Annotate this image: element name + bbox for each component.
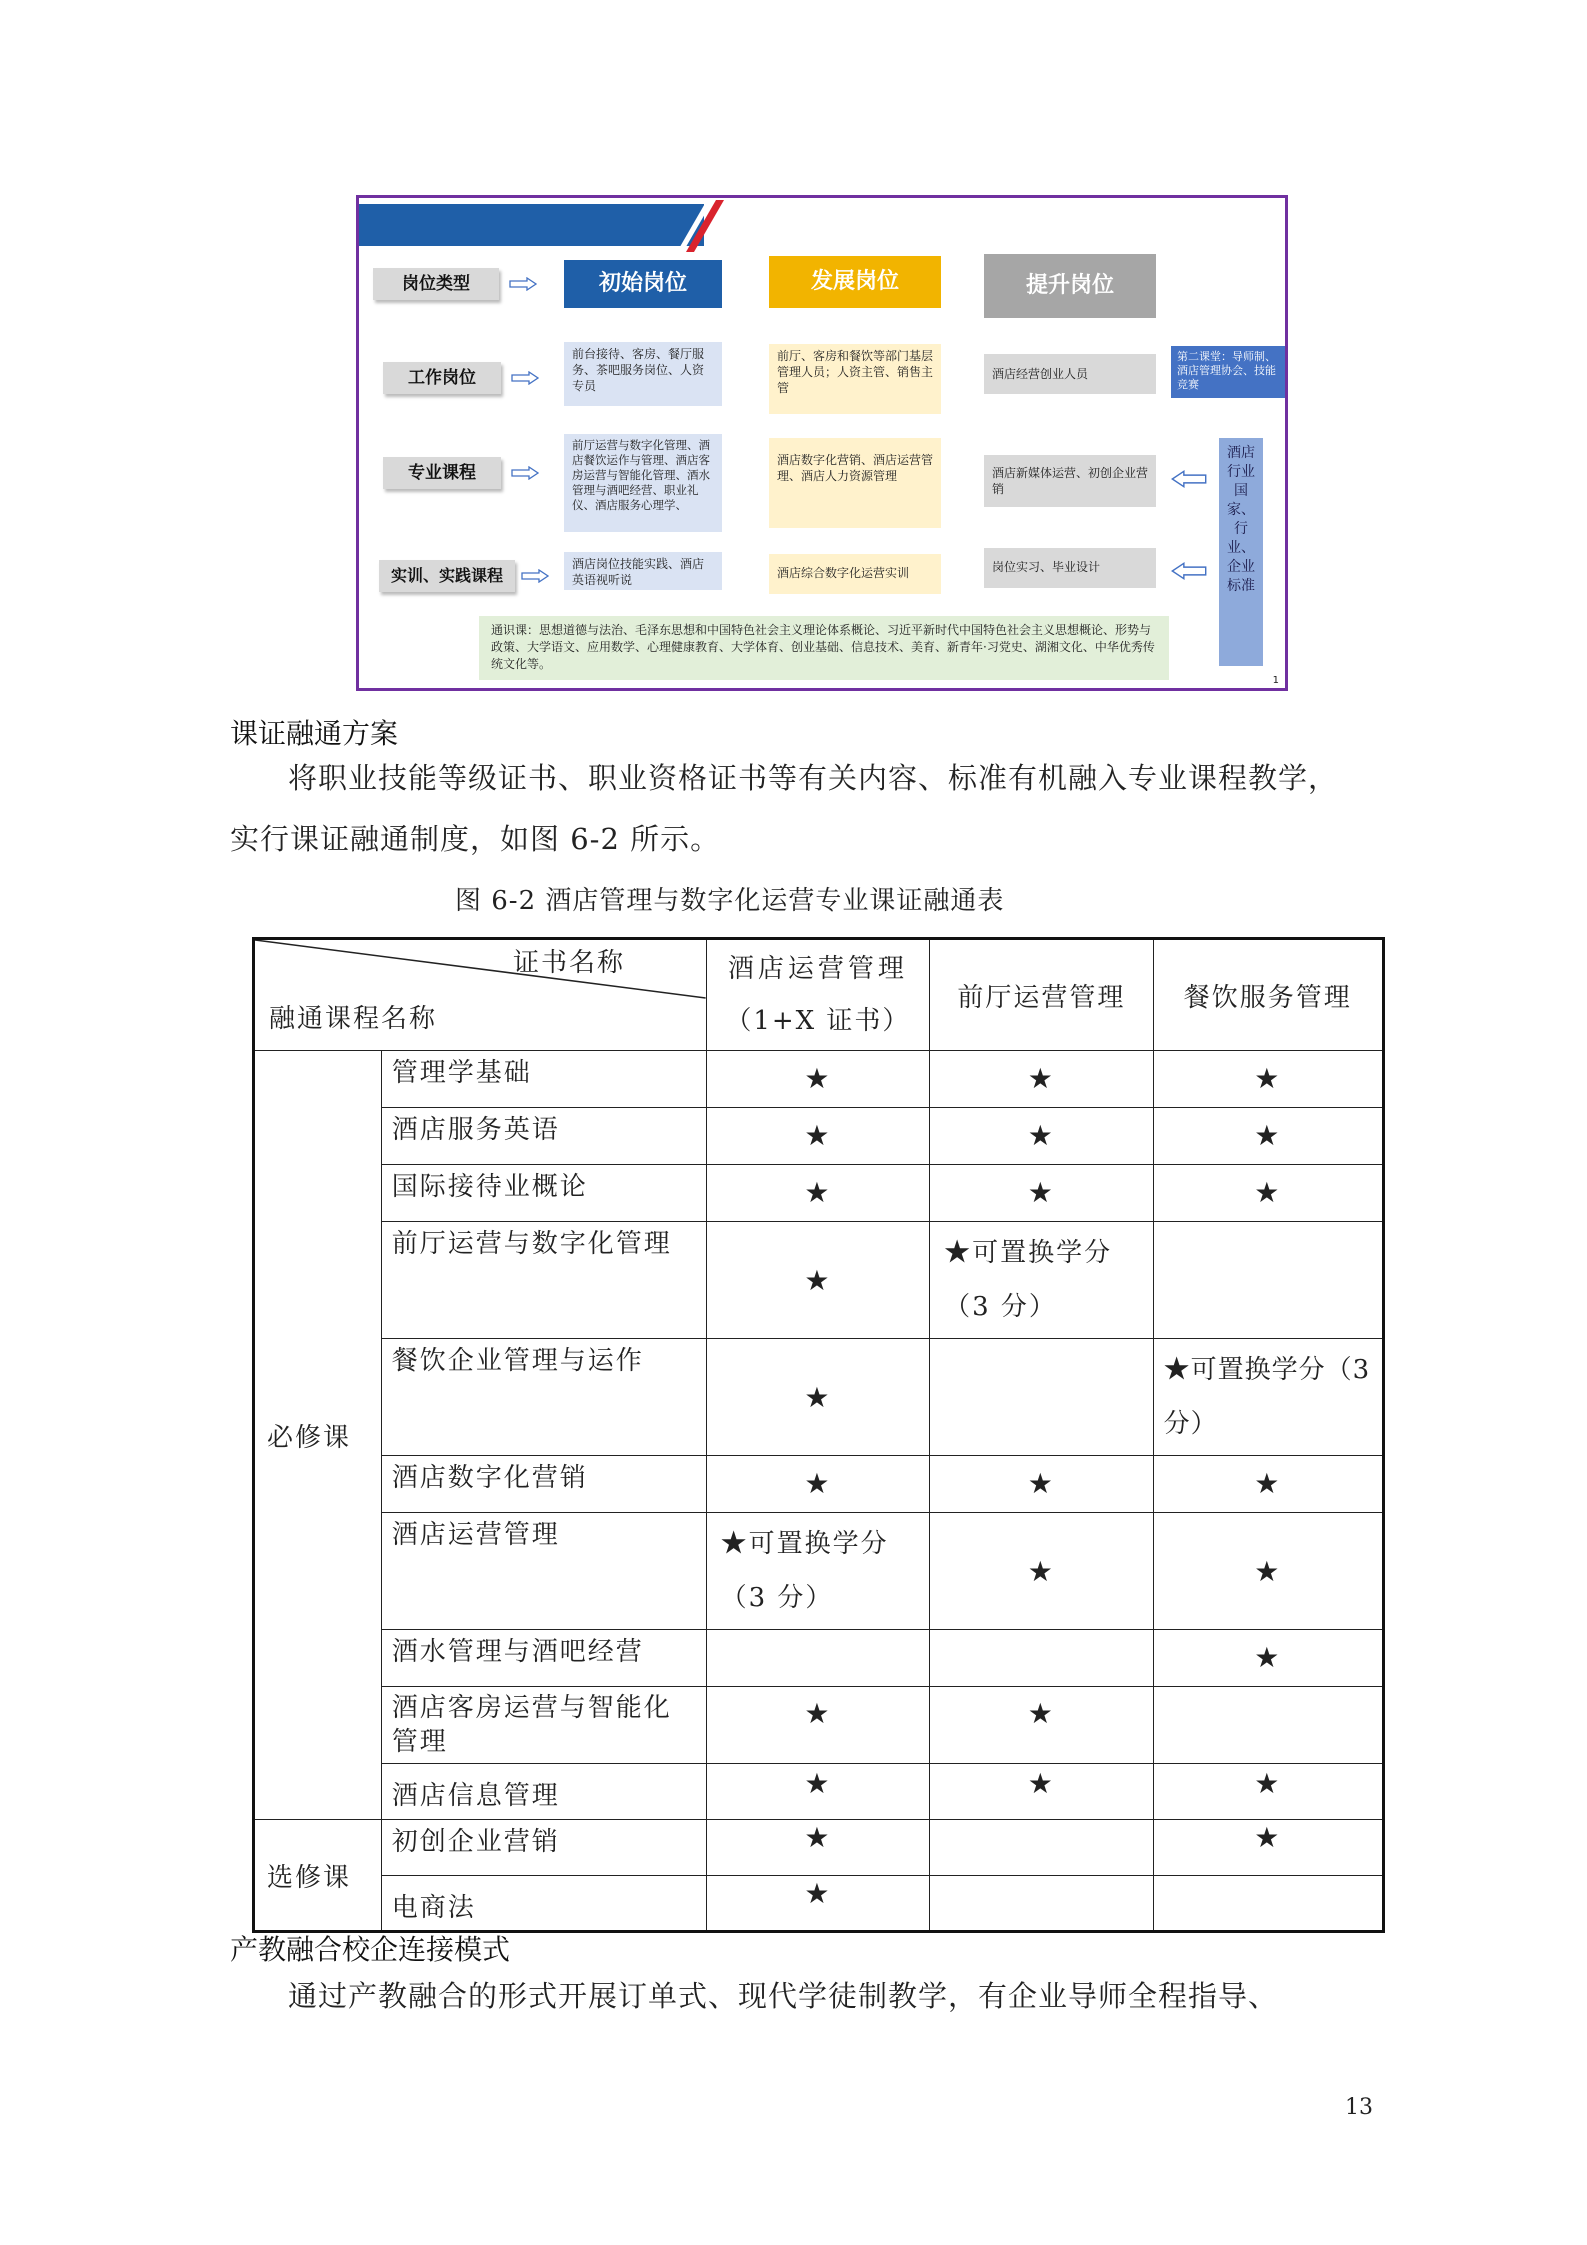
row-label-work-position: 工作岗位 (383, 362, 501, 394)
table-row (254, 1630, 1384, 1687)
star-mark: ★ (706, 1051, 929, 1108)
corner-cert-label: 证书名称 (513, 948, 626, 978)
star-mark: ★ (930, 1456, 1153, 1513)
general-courses-box: 通识课：思想道德与法治、毛泽东思想和中国特色社会主义理论体系概论、习近平新时代中国特色社会主义思想概论、形势与政策、大学语文、应用数学、心理健康教育、大学体育、创业基础、信息技术、美育、新青年·习党史、湖湘文化、中华优秀传统文化等。 (479, 616, 1169, 680)
page-number: 13 (1345, 2095, 1373, 2120)
arrow-left-icon (1171, 468, 1207, 490)
header-advance-position: 提升岗位 (984, 254, 1156, 318)
practice-initial-box: 酒店岗位技能实践、酒店英语视听说 (564, 552, 722, 590)
star-mark: ★ (930, 1687, 1153, 1764)
star-mark: ★ (1153, 1051, 1383, 1108)
arrow-right-icon (509, 277, 537, 291)
row-label-practice: 实训、实践课程 (379, 560, 515, 592)
practice-advance-box: 岗位实习、毕业设计 (984, 548, 1156, 588)
empty-cell (930, 1820, 1153, 1876)
star-mark: ★ (1153, 1630, 1383, 1687)
star-mark: ★ (930, 1108, 1153, 1165)
work-develop-box: 前厅、客房和餐饮等部门基层管理人员；人资主管、销售主管 (769, 344, 941, 414)
credit-amount: （3 分） (944, 1292, 1057, 1322)
arrow-right-icon (511, 466, 539, 480)
star-mark: ★ (1153, 1108, 1383, 1165)
table-row (254, 1764, 1384, 1820)
header-cert-hotel-ops (706, 939, 929, 1051)
heading-industry-education: 产教融合校企连接模式 (230, 1933, 511, 1966)
credit-amount: （3 分） (720, 1583, 834, 1613)
empty-cell (930, 1339, 1153, 1456)
star-mark: ★ (1153, 1764, 1383, 1820)
cert1-subtitle: （1+X 证书） (725, 1006, 911, 1036)
courses-develop-box: 酒店数字化营销、酒店运营管理、酒店人力资源管理 (769, 438, 941, 528)
credit-exchange-label: ★可置换学分 (944, 1238, 1113, 1268)
star-mark: ★ (1153, 1165, 1383, 1222)
empty-cell (930, 1876, 1153, 1932)
course-name: 酒店数字化营销 (381, 1456, 706, 1513)
category-elective: 选修课 (254, 1820, 382, 1932)
table-caption: 图 6-2 酒店管理与数字化运营专业课证融通表 (455, 886, 1005, 916)
course-name: 酒店运营管理 (381, 1513, 706, 1630)
empty-cell (1153, 1687, 1383, 1764)
course-name: 酒水管理与酒吧经营 (381, 1630, 706, 1687)
heading-cert-integration: 课证融通方案 (230, 717, 399, 750)
cert1-title: 酒店运营管理 (727, 954, 908, 984)
star-mark: ★ (706, 1339, 929, 1456)
star-mark: ★ (706, 1687, 929, 1764)
course-name: 初创企业营销 (381, 1820, 706, 1876)
table-row (254, 1222, 1384, 1339)
paragraph-cert-integration: 将职业技能等级证书、职业资格证书等有关内容、标准有机融入专业课程教学，实行课证融通制度，如图 6-2 所示。 (230, 761, 1339, 856)
star-mark: ★ (706, 1764, 929, 1820)
work-advance-box: 酒店经营创业人员 (984, 354, 1156, 394)
standards-box: 酒店行业国家、行业、企业标准 (1219, 438, 1263, 666)
header-cert-front-office: 前厅运营管理 (930, 939, 1153, 1051)
credit-exchange-cell (930, 1222, 1153, 1339)
courses-advance-box: 酒店新媒体运营、初创企业营销 (984, 455, 1156, 507)
course-name: 前厅运营与数字化管理 (381, 1222, 706, 1339)
table-row (254, 1339, 1384, 1456)
course-name: 餐饮企业管理与运作 (381, 1339, 706, 1456)
practice-develop-box: 酒店综合数字化运营实训 (769, 554, 941, 594)
table-row (254, 1820, 1384, 1876)
star-mark: ★ (930, 1165, 1153, 1222)
table-row (254, 1687, 1384, 1764)
course-name: 酒店客房运营与智能化管理 (381, 1687, 706, 1764)
star-mark: ★ (930, 1051, 1153, 1108)
table-row (254, 1051, 1384, 1108)
work-extra-box: 第二课堂：导师制、酒店管理协会、技能竞赛 (1171, 346, 1285, 398)
table-row (254, 1165, 1384, 1222)
star-mark: ★ (706, 1820, 929, 1876)
credit-amount: 分） (1163, 1409, 1218, 1439)
credit-exchange-cell (706, 1513, 929, 1630)
courses-initial-box: 前厅运营与数字化管理、酒店餐饮运作与管理、酒店客房运营与智能化管理、酒水管理与酒吧经营、职业礼仪、酒店服务心理学、 (564, 434, 722, 532)
empty-cell (1153, 1222, 1383, 1339)
table-row (254, 1513, 1384, 1630)
course-name: 酒店服务英语 (381, 1108, 706, 1165)
star-mark: ★ (706, 1222, 929, 1339)
star-mark: ★ (706, 1456, 929, 1513)
star-mark: ★ (1153, 1456, 1383, 1513)
table-row (254, 1108, 1384, 1165)
paragraph-industry-education: 通过产教融合的形式开展订单式、现代学徒制教学，有企业导师全程指导、 (288, 1979, 1279, 2013)
cert-integration-table (252, 937, 1385, 1933)
empty-cell (930, 1630, 1153, 1687)
credit-exchange-label: ★可置换学分（3 (1163, 1355, 1371, 1385)
table-row (254, 1876, 1384, 1932)
banner-bar (359, 204, 704, 246)
figure-page-mark: 1 (1272, 675, 1279, 686)
course-name: 酒店信息管理 (381, 1764, 706, 1820)
empty-cell (1153, 1876, 1383, 1932)
star-mark: ★ (1153, 1513, 1383, 1630)
course-name: 电商法 (381, 1876, 706, 1932)
course-name: 国际接待业概论 (381, 1165, 706, 1222)
star-mark: ★ (706, 1876, 929, 1932)
career-path-diagram (356, 195, 1288, 691)
star-mark: ★ (930, 1513, 1153, 1630)
table-header-row (254, 939, 1384, 1051)
empty-cell (706, 1630, 929, 1687)
course-name: 管理学基础 (381, 1051, 706, 1108)
corner-header-cell (254, 939, 707, 1051)
row-label-courses: 专业课程 (383, 457, 501, 489)
arrow-left-icon (1171, 560, 1207, 582)
star-mark: ★ (1153, 1820, 1383, 1876)
star-mark: ★ (706, 1165, 929, 1222)
category-required: 必修课 (254, 1051, 382, 1820)
arrow-right-icon (521, 569, 549, 583)
header-develop-position: 发展岗位 (769, 256, 941, 308)
star-mark: ★ (930, 1764, 1153, 1820)
table-row (254, 1456, 1384, 1513)
corner-course-label: 融通课程名称 (269, 1004, 438, 1034)
work-initial-box: 前台接待、客房、餐厅服务、茶吧服务岗位、人资专员 (564, 342, 722, 406)
header-cert-food-service: 餐饮服务管理 (1153, 939, 1383, 1051)
credit-exchange-cell (1153, 1339, 1383, 1456)
credit-exchange-label: ★可置换学分 (720, 1529, 889, 1559)
star-mark: ★ (706, 1108, 929, 1165)
arrow-right-icon (511, 371, 539, 385)
row-label-position-type: 岗位类型 (373, 268, 499, 300)
header-initial-position: 初始岗位 (564, 260, 722, 308)
